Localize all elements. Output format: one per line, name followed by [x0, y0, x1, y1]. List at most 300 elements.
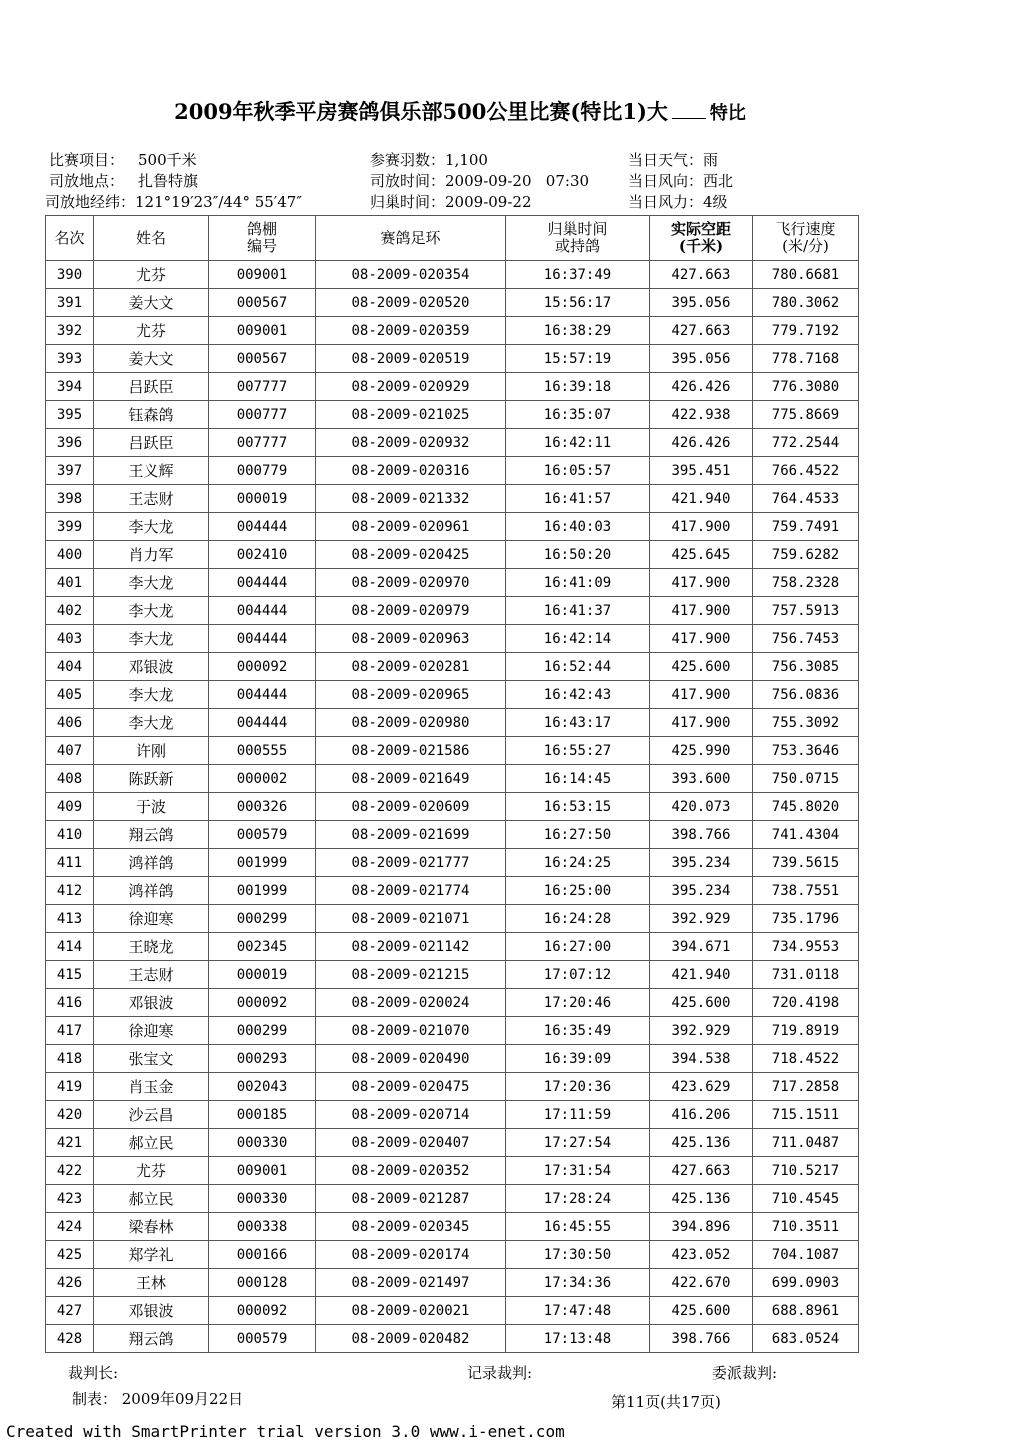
title-suffix: 特比 — [709, 103, 746, 124]
cell-rank: 420 — [46, 1101, 94, 1129]
cell-loft: 000779 — [209, 457, 316, 485]
cell-ring: 08-2009-020281 — [316, 653, 506, 681]
cell-rank: 401 — [46, 569, 94, 597]
cell-speed: 731.0118 — [753, 961, 859, 989]
cell-speed: 757.5913 — [753, 597, 859, 625]
cell-ring: 08-2009-020475 — [316, 1073, 506, 1101]
table-row — [46, 765, 859, 793]
cell-speed: 779.7192 — [753, 317, 859, 345]
cell-name: 李大龙 — [94, 625, 209, 653]
cell-speed: 780.6681 — [753, 261, 859, 289]
cell-loft: 000299 — [209, 1017, 316, 1045]
cell-time: 17:31:54 — [506, 1157, 650, 1185]
cell-time: 17:20:46 — [506, 989, 650, 1017]
cell-name: 于波 — [94, 793, 209, 821]
cell-distance: 417.900 — [650, 681, 753, 709]
table-row — [46, 1325, 859, 1353]
cell-loft: 007777 — [209, 373, 316, 401]
cell-time: 16:24:28 — [506, 905, 650, 933]
cell-name: 鸿祥鸽 — [94, 877, 209, 905]
cell-distance: 422.938 — [650, 401, 753, 429]
count-value: 1,100 — [445, 151, 488, 169]
cell-loft: 004444 — [209, 569, 316, 597]
cell-ring: 08-2009-020929 — [316, 373, 506, 401]
cell-loft: 009001 — [209, 261, 316, 289]
cell-time: 17:07:12 — [506, 961, 650, 989]
cell-rank: 424 — [46, 1213, 94, 1241]
wind-dir-label: 当日风向： — [628, 172, 704, 190]
return-value: 2009-09-22 — [445, 193, 532, 211]
cell-speed: 780.3062 — [753, 289, 859, 317]
cell-time: 16:40:03 — [506, 513, 650, 541]
cell-name: 吕跃臣 — [94, 429, 209, 457]
cell-loft: 007777 — [209, 429, 316, 457]
cell-time: 16:41:09 — [506, 569, 650, 597]
cell-name: 邓银波 — [94, 989, 209, 1017]
cell-speed: 688.8961 — [753, 1297, 859, 1325]
cell-rank: 404 — [46, 653, 94, 681]
cell-loft: 000326 — [209, 793, 316, 821]
cell-ring: 08-2009-020520 — [316, 289, 506, 317]
table-row — [46, 1157, 859, 1185]
cell-name: 姜大文 — [94, 345, 209, 373]
header-ring: 赛鸽足环 — [316, 216, 506, 261]
table-header-row — [46, 216, 859, 261]
cell-speed: 717.2858 — [753, 1073, 859, 1101]
cell-rank: 426 — [46, 1269, 94, 1297]
cell-speed: 775.8669 — [753, 401, 859, 429]
cell-rank: 410 — [46, 821, 94, 849]
appointed-judge: 委派裁判: — [712, 1364, 778, 1382]
cell-loft: 000579 — [209, 821, 316, 849]
cell-speed: 766.4522 — [753, 457, 859, 485]
cell-rank: 393 — [46, 345, 94, 373]
cell-ring: 08-2009-021774 — [316, 877, 506, 905]
cell-rank: 407 — [46, 737, 94, 765]
coords-value: 121°19′23″/44° 55′47″ — [135, 193, 302, 211]
cell-distance: 392.929 — [650, 905, 753, 933]
cell-distance: 425.990 — [650, 737, 753, 765]
cell-speed: 756.7453 — [753, 625, 859, 653]
cell-distance: 421.940 — [650, 961, 753, 989]
cell-name: 王志财 — [94, 485, 209, 513]
cell-distance: 426.426 — [650, 373, 753, 401]
table-row — [46, 821, 859, 849]
cell-name: 尤芬 — [94, 261, 209, 289]
cell-ring: 08-2009-020359 — [316, 317, 506, 345]
cell-speed: 756.0836 — [753, 681, 859, 709]
cell-loft: 002043 — [209, 1073, 316, 1101]
cell-time: 16:45:55 — [506, 1213, 650, 1241]
cell-name: 邓银波 — [94, 1297, 209, 1325]
cell-speed: 741.4304 — [753, 821, 859, 849]
cell-loft: 000185 — [209, 1101, 316, 1129]
table-row — [46, 1213, 859, 1241]
table-row — [46, 289, 859, 317]
table-row — [46, 681, 859, 709]
header-loft: 鸽棚 编号 — [209, 216, 316, 261]
cell-rank: 406 — [46, 709, 94, 737]
cell-ring: 08-2009-020490 — [316, 1045, 506, 1073]
cell-rank: 399 — [46, 513, 94, 541]
cell-distance: 395.234 — [650, 877, 753, 905]
info-wind-dir — [628, 170, 733, 191]
table-row — [46, 961, 859, 989]
cell-ring: 08-2009-020174 — [316, 1241, 506, 1269]
table-row — [46, 1241, 859, 1269]
cell-time: 16:42:14 — [506, 625, 650, 653]
table-row — [46, 737, 859, 765]
cell-time: 16:39:18 — [506, 373, 650, 401]
cell-rank: 423 — [46, 1185, 94, 1213]
cell-loft: 001999 — [209, 877, 316, 905]
cell-name: 王晓龙 — [94, 933, 209, 961]
cell-time: 15:57:19 — [506, 345, 650, 373]
cell-speed: 778.7168 — [753, 345, 859, 373]
table-row — [46, 933, 859, 961]
cell-ring: 08-2009-021497 — [316, 1269, 506, 1297]
cell-time: 17:34:36 — [506, 1269, 650, 1297]
cell-distance: 395.451 — [650, 457, 753, 485]
cell-name: 徐迎寒 — [94, 1017, 209, 1045]
cell-rank: 421 — [46, 1129, 94, 1157]
table-row — [46, 597, 859, 625]
cell-distance: 425.645 — [650, 541, 753, 569]
cell-loft: 000330 — [209, 1185, 316, 1213]
cell-rank: 417 — [46, 1017, 94, 1045]
cell-name: 姜大文 — [94, 289, 209, 317]
cell-distance: 392.929 — [650, 1017, 753, 1045]
cell-time: 16:41:57 — [506, 485, 650, 513]
cell-ring: 08-2009-021649 — [316, 765, 506, 793]
cell-speed: 776.3080 — [753, 373, 859, 401]
cell-speed: 745.8020 — [753, 793, 859, 821]
cell-loft: 000092 — [209, 653, 316, 681]
cell-time: 16:25:00 — [506, 877, 650, 905]
cell-rank: 411 — [46, 849, 94, 877]
cell-ring: 08-2009-020979 — [316, 597, 506, 625]
cell-ring: 08-2009-020354 — [316, 261, 506, 289]
wind-dir-value: 西北 — [703, 172, 734, 190]
cell-loft: 004444 — [209, 597, 316, 625]
cell-time: 16:42:11 — [506, 429, 650, 457]
table-row — [46, 317, 859, 345]
table-row — [46, 1129, 859, 1157]
cell-ring: 08-2009-020407 — [316, 1129, 506, 1157]
info-location — [49, 170, 198, 191]
cell-name: 王林 — [94, 1269, 209, 1297]
header-name: 姓名 — [94, 216, 209, 261]
cell-time: 16:55:27 — [506, 737, 650, 765]
table-row — [46, 1017, 859, 1045]
cell-speed: 764.4533 — [753, 485, 859, 513]
cell-ring: 08-2009-021215 — [316, 961, 506, 989]
cell-speed: 750.0715 — [753, 765, 859, 793]
cell-distance: 417.900 — [650, 569, 753, 597]
cell-distance: 394.896 — [650, 1213, 753, 1241]
table-row — [46, 373, 859, 401]
cell-ring: 08-2009-020714 — [316, 1101, 506, 1129]
return-label: 归巢时间： — [370, 193, 446, 211]
cell-loft: 000567 — [209, 345, 316, 373]
made-by-date: 制表： 2009年09月22日 — [72, 1390, 244, 1408]
cell-distance: 417.900 — [650, 709, 753, 737]
cell-time: 16:14:45 — [506, 765, 650, 793]
cell-speed: 715.1511 — [753, 1101, 859, 1129]
info-coords — [45, 191, 302, 212]
cell-speed: 711.0487 — [753, 1129, 859, 1157]
cell-rank: 390 — [46, 261, 94, 289]
cell-rank: 409 — [46, 793, 94, 821]
cell-distance: 394.538 — [650, 1045, 753, 1073]
cell-loft: 000002 — [209, 765, 316, 793]
cell-distance: 425.600 — [650, 1297, 753, 1325]
cell-name: 许刚 — [94, 737, 209, 765]
cell-ring: 08-2009-021332 — [316, 485, 506, 513]
record-judge: 记录裁判: — [467, 1364, 533, 1382]
cell-ring: 08-2009-020482 — [316, 1325, 506, 1353]
cell-ring: 08-2009-021777 — [316, 849, 506, 877]
cell-name: 肖力军 — [94, 541, 209, 569]
cell-name: 郑学礼 — [94, 1241, 209, 1269]
weather-label: 当日天气： — [628, 151, 704, 169]
cell-distance: 398.766 — [650, 821, 753, 849]
info-release — [370, 170, 589, 191]
location-value: 扎鲁特旗 — [138, 172, 199, 190]
cell-time: 16:41:37 — [506, 597, 650, 625]
cell-rank: 395 — [46, 401, 94, 429]
table-row — [46, 1297, 859, 1325]
cell-distance: 423.629 — [650, 1073, 753, 1101]
cell-rank: 397 — [46, 457, 94, 485]
chief-judge: 裁判长: — [68, 1364, 119, 1382]
cell-speed: 710.5217 — [753, 1157, 859, 1185]
info-count — [370, 149, 488, 170]
cell-name: 翔云鸽 — [94, 821, 209, 849]
count-label: 参赛羽数： — [370, 151, 446, 169]
cell-time: 17:28:24 — [506, 1185, 650, 1213]
cell-time: 16:38:29 — [506, 317, 650, 345]
cell-name: 翔云鸽 — [94, 1325, 209, 1353]
cell-loft: 004444 — [209, 625, 316, 653]
cell-speed: 720.4198 — [753, 989, 859, 1017]
cell-rank: 413 — [46, 905, 94, 933]
cell-loft: 000019 — [209, 485, 316, 513]
cell-distance: 395.056 — [650, 289, 753, 317]
cell-rank: 422 — [46, 1157, 94, 1185]
release-value: 2009-09-20 07:30 — [445, 172, 590, 190]
cell-speed: 718.4522 — [753, 1045, 859, 1073]
cell-time: 16:42:43 — [506, 681, 650, 709]
cell-loft: 000338 — [209, 1213, 316, 1241]
cell-rank: 408 — [46, 765, 94, 793]
title-main: 2009年秋季平房赛鸽俱乐部500公里比赛(特比1)大 — [174, 99, 668, 124]
table-row — [46, 345, 859, 373]
cell-time: 16:50:20 — [506, 541, 650, 569]
table-row — [46, 485, 859, 513]
cell-loft: 000579 — [209, 1325, 316, 1353]
cell-distance: 395.234 — [650, 849, 753, 877]
cell-loft: 000092 — [209, 989, 316, 1017]
table-row — [46, 1185, 859, 1213]
table-row — [46, 569, 859, 597]
cell-rank: 400 — [46, 541, 94, 569]
cell-speed: 756.3085 — [753, 653, 859, 681]
cell-rank: 425 — [46, 1241, 94, 1269]
header-speed: 飞行速度 (米/分) — [753, 216, 859, 261]
cell-time: 16:52:44 — [506, 653, 650, 681]
cell-ring: 08-2009-021287 — [316, 1185, 506, 1213]
cell-rank: 414 — [46, 933, 94, 961]
cell-time: 16:37:49 — [506, 261, 650, 289]
cell-name: 肖玉金 — [94, 1073, 209, 1101]
cell-speed: 719.8919 — [753, 1017, 859, 1045]
cell-distance: 427.663 — [650, 261, 753, 289]
coords-label: 司放地经纬： — [45, 193, 136, 211]
project-value: 500千米 — [138, 151, 197, 169]
table-row — [46, 1045, 859, 1073]
wind-force-label: 当日风力： — [628, 193, 704, 211]
cell-ring: 08-2009-021025 — [316, 401, 506, 429]
cell-time: 15:56:17 — [506, 289, 650, 317]
table-row — [46, 849, 859, 877]
cell-speed: 734.9553 — [753, 933, 859, 961]
cell-loft: 000293 — [209, 1045, 316, 1073]
table-body — [46, 261, 859, 1353]
cell-speed: 710.4545 — [753, 1185, 859, 1213]
cell-ring: 08-2009-021142 — [316, 933, 506, 961]
cell-rank: 391 — [46, 289, 94, 317]
cell-time: 17:11:59 — [506, 1101, 650, 1129]
cell-loft: 000567 — [209, 289, 316, 317]
cell-speed: 704.1087 — [753, 1241, 859, 1269]
cell-loft: 000128 — [209, 1269, 316, 1297]
cell-time: 16:43:17 — [506, 709, 650, 737]
cell-ring: 08-2009-020352 — [316, 1157, 506, 1185]
cell-name: 徐迎寒 — [94, 905, 209, 933]
cell-name: 李大龙 — [94, 681, 209, 709]
cell-rank: 403 — [46, 625, 94, 653]
cell-rank: 427 — [46, 1297, 94, 1325]
cell-rank: 419 — [46, 1073, 94, 1101]
cell-loft: 000299 — [209, 905, 316, 933]
cell-name: 尤芬 — [94, 1157, 209, 1185]
cell-speed: 710.3511 — [753, 1213, 859, 1241]
cell-name: 吕跃臣 — [94, 373, 209, 401]
cell-rank: 428 — [46, 1325, 94, 1353]
cell-distance: 416.206 — [650, 1101, 753, 1129]
cell-time: 16:53:15 — [506, 793, 650, 821]
cell-loft: 004444 — [209, 681, 316, 709]
cell-distance: 422.670 — [650, 1269, 753, 1297]
cell-ring: 08-2009-020965 — [316, 681, 506, 709]
cell-speed: 699.0903 — [753, 1269, 859, 1297]
watermark-text: Created with SmartPrinter trial version 3.0 www.i-enet.com — [6, 1422, 565, 1441]
cell-rank: 402 — [46, 597, 94, 625]
cell-time: 16:35:07 — [506, 401, 650, 429]
cell-loft: 000777 — [209, 401, 316, 429]
table-row — [46, 709, 859, 737]
cell-distance: 398.766 — [650, 1325, 753, 1353]
cell-name: 李大龙 — [94, 569, 209, 597]
release-label: 司放时间： — [370, 172, 446, 190]
cell-ring: 08-2009-020021 — [316, 1297, 506, 1325]
cell-loft: 001999 — [209, 849, 316, 877]
weather-value: 雨 — [703, 151, 719, 169]
cell-distance: 417.900 — [650, 597, 753, 625]
page-number: 第11页(共17页) — [611, 1393, 721, 1411]
cell-ring: 08-2009-020961 — [316, 513, 506, 541]
cell-rank: 396 — [46, 429, 94, 457]
cell-speed: 758.2328 — [753, 569, 859, 597]
table-row — [46, 989, 859, 1017]
cell-time: 17:20:36 — [506, 1073, 650, 1101]
cell-distance: 426.426 — [650, 429, 753, 457]
cell-rank: 412 — [46, 877, 94, 905]
title-blank-line — [672, 100, 706, 119]
cell-loft: 000330 — [209, 1129, 316, 1157]
cell-time: 16:27:00 — [506, 933, 650, 961]
cell-ring: 08-2009-021071 — [316, 905, 506, 933]
cell-speed: 772.2544 — [753, 429, 859, 457]
cell-name: 王义辉 — [94, 457, 209, 485]
cell-distance: 417.900 — [650, 625, 753, 653]
cell-loft: 004444 — [209, 513, 316, 541]
cell-rank: 416 — [46, 989, 94, 1017]
cell-time: 16:35:49 — [506, 1017, 650, 1045]
table-row — [46, 653, 859, 681]
cell-speed: 755.3092 — [753, 709, 859, 737]
project-label: 比赛项目： — [49, 151, 125, 169]
cell-name: 钰森鸽 — [94, 401, 209, 429]
cell-name: 梁春林 — [94, 1213, 209, 1241]
cell-speed: 735.1796 — [753, 905, 859, 933]
cell-ring: 08-2009-020519 — [316, 345, 506, 373]
table-row — [46, 541, 859, 569]
cell-loft: 002410 — [209, 541, 316, 569]
cell-name: 张宝文 — [94, 1045, 209, 1073]
cell-ring: 08-2009-020932 — [316, 429, 506, 457]
cell-name: 陈跃新 — [94, 765, 209, 793]
table-row — [46, 513, 859, 541]
table-row — [46, 1101, 859, 1129]
cell-time: 16:27:50 — [506, 821, 650, 849]
info-wind-force — [628, 191, 728, 212]
table-row — [46, 625, 859, 653]
cell-time: 16:24:25 — [506, 849, 650, 877]
cell-name: 李大龙 — [94, 709, 209, 737]
cell-name: 郝立民 — [94, 1185, 209, 1213]
cell-distance: 425.600 — [650, 653, 753, 681]
cell-rank: 405 — [46, 681, 94, 709]
cell-loft: 002345 — [209, 933, 316, 961]
cell-name: 李大龙 — [94, 597, 209, 625]
table-row — [46, 261, 859, 289]
table-row — [46, 793, 859, 821]
cell-speed: 759.7491 — [753, 513, 859, 541]
cell-time: 17:13:48 — [506, 1325, 650, 1353]
cell-name: 尤芬 — [94, 317, 209, 345]
cell-rank: 415 — [46, 961, 94, 989]
cell-speed: 738.7551 — [753, 877, 859, 905]
results-table — [45, 215, 859, 1353]
cell-distance: 420.073 — [650, 793, 753, 821]
cell-time: 17:47:48 — [506, 1297, 650, 1325]
cell-loft: 000092 — [209, 1297, 316, 1325]
table-row — [46, 429, 859, 457]
info-weather — [628, 149, 718, 170]
cell-ring: 08-2009-021070 — [316, 1017, 506, 1045]
